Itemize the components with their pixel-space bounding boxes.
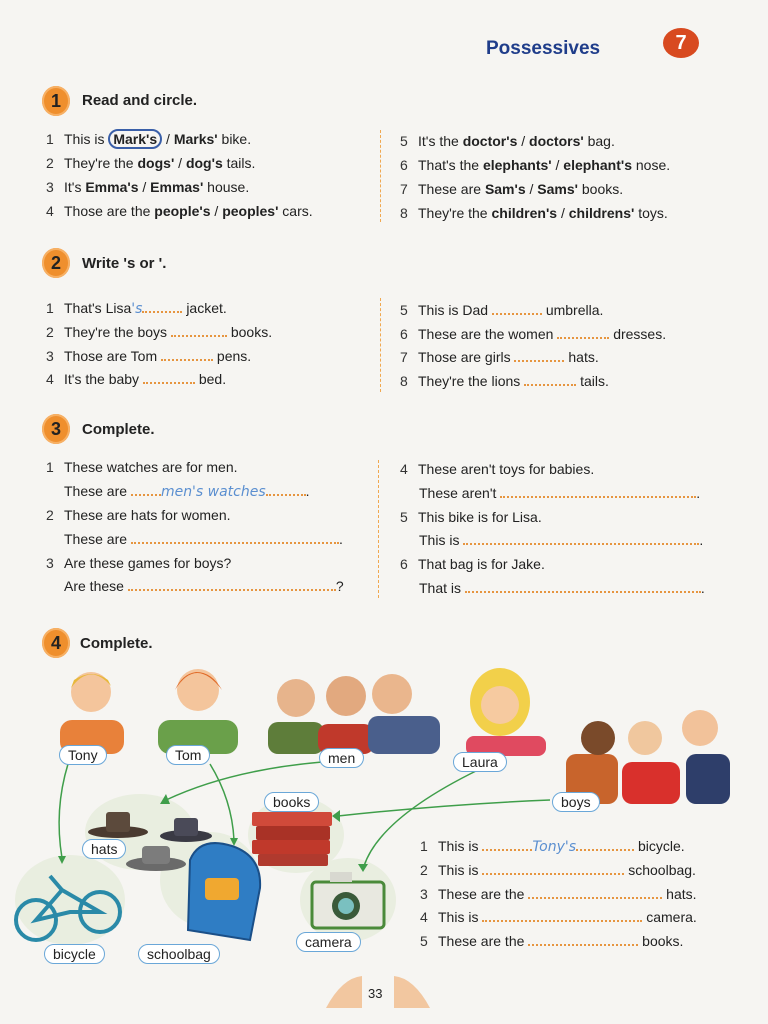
ex3-item-5: 5 This bike is for Lisa.: [400, 509, 542, 525]
label-laura: Laura: [453, 752, 507, 772]
boys-figures: [566, 710, 730, 804]
exercise-1-title: Read and circle.: [82, 92, 198, 109]
ex1-item-4: 4 Those are the people's / peoples' cars.: [46, 203, 313, 219]
exercise-3-number: 3: [42, 414, 70, 444]
ex1-item-8: 8 They're the children's / childrens' toys.: [400, 205, 668, 221]
ex2-item-7: 7 Those are girls hats.: [400, 349, 599, 365]
men-figures: [268, 674, 440, 754]
ex3-answer-2: These are .: [64, 531, 343, 547]
laura-figure: [466, 668, 546, 756]
tom-figure: [158, 669, 238, 754]
label-tom: Tom: [166, 745, 210, 765]
exercise-4-number: 4: [42, 628, 70, 658]
divider: [380, 298, 381, 392]
exercise-3-title: Complete.: [82, 421, 155, 438]
ex4-item-4: 4 This is camera.: [420, 909, 697, 925]
label-camera: camera: [296, 932, 361, 952]
ex3-answer-1: These are men's watches .: [64, 483, 310, 500]
ex3-answer-6: That is .: [419, 580, 705, 596]
circled-answer: Mark's: [108, 129, 162, 149]
divider: [378, 460, 379, 598]
label-books: books: [264, 792, 319, 812]
ex2-item-4: 4 It's the baby bed.: [46, 371, 227, 387]
tony-figure: [60, 672, 124, 754]
exercise-4-title: Complete.: [80, 635, 153, 652]
label-tony: Tony: [59, 745, 107, 765]
page-number: 33: [368, 986, 383, 1001]
ex1-item-7: 7 These are Sam's / Sams' books.: [400, 181, 624, 197]
ex1-item-5: 5 It's the doctor's / doctors' bag.: [400, 133, 615, 149]
ex1-item-1: 1 This is Mark's / Marks' bike.: [46, 131, 252, 147]
exercise-2-title: Write 's or '.: [82, 255, 167, 272]
handwritten-answer: 's: [131, 301, 143, 317]
label-boys: boys: [552, 792, 600, 812]
ex2-item-3: 3 Those are Tom pens.: [46, 348, 252, 364]
ex3-item-4: 4 These aren't toys for babies.: [400, 461, 595, 477]
ex1-item-6: 6 That's the elephants' / elephant's nose.: [400, 157, 671, 173]
ex3-item-6: 6 That bag is for Jake.: [400, 556, 545, 572]
divider: [380, 130, 381, 222]
label-bicycle: bicycle: [44, 944, 105, 964]
ex4-item-3: 3 These are the hats.: [420, 886, 697, 902]
label-men: men: [319, 748, 364, 768]
ex1-item-2: 2 They're the dogs' / dog's tails.: [46, 155, 256, 171]
label-hats: hats: [82, 839, 126, 859]
ex3-answer-5: This is .: [419, 532, 704, 548]
handwritten-answer: Tony's: [532, 839, 577, 855]
ex2-item-8: 8 They're the lions tails.: [400, 373, 609, 389]
ex3-answer-4: These aren't .: [419, 485, 701, 501]
label-schoolbag: schoolbag: [138, 944, 220, 964]
ex2-item-6: 6 These are the women dresses.: [400, 326, 667, 342]
ex4-item-2: 2 This is schoolbag.: [420, 862, 696, 878]
ex4-item-1: 1 This is Tony's bicycle.: [420, 838, 685, 855]
ex4-item-5: 5 These are the books.: [420, 933, 684, 949]
ex3-item-2: 2 These are hats for women.: [46, 507, 231, 523]
ex3-item-1: 1 These watches are for men.: [46, 459, 238, 475]
page-title: Possessives: [486, 38, 601, 59]
unit-badge: 7: [663, 28, 699, 58]
ex2-item-1: 1 That's Lisa's jacket.: [46, 300, 227, 317]
schoolbag-drawing: [188, 843, 260, 940]
ex3-answer-3: Are these ?: [64, 578, 344, 594]
ex2-item-2: 2 They're the boys books.: [46, 324, 273, 340]
exercise-1-number: 1: [42, 86, 70, 116]
books-drawing: [252, 812, 332, 866]
exercise-2-number: 2: [42, 248, 70, 278]
handwritten-answer: men's watches: [160, 484, 266, 500]
ex2-item-5: 5 This is Dad umbrella.: [400, 302, 604, 318]
ex3-item-3: 3 Are these games for boys?: [46, 555, 232, 571]
ex1-item-3: 3 It's Emma's / Emmas' house.: [46, 179, 250, 195]
